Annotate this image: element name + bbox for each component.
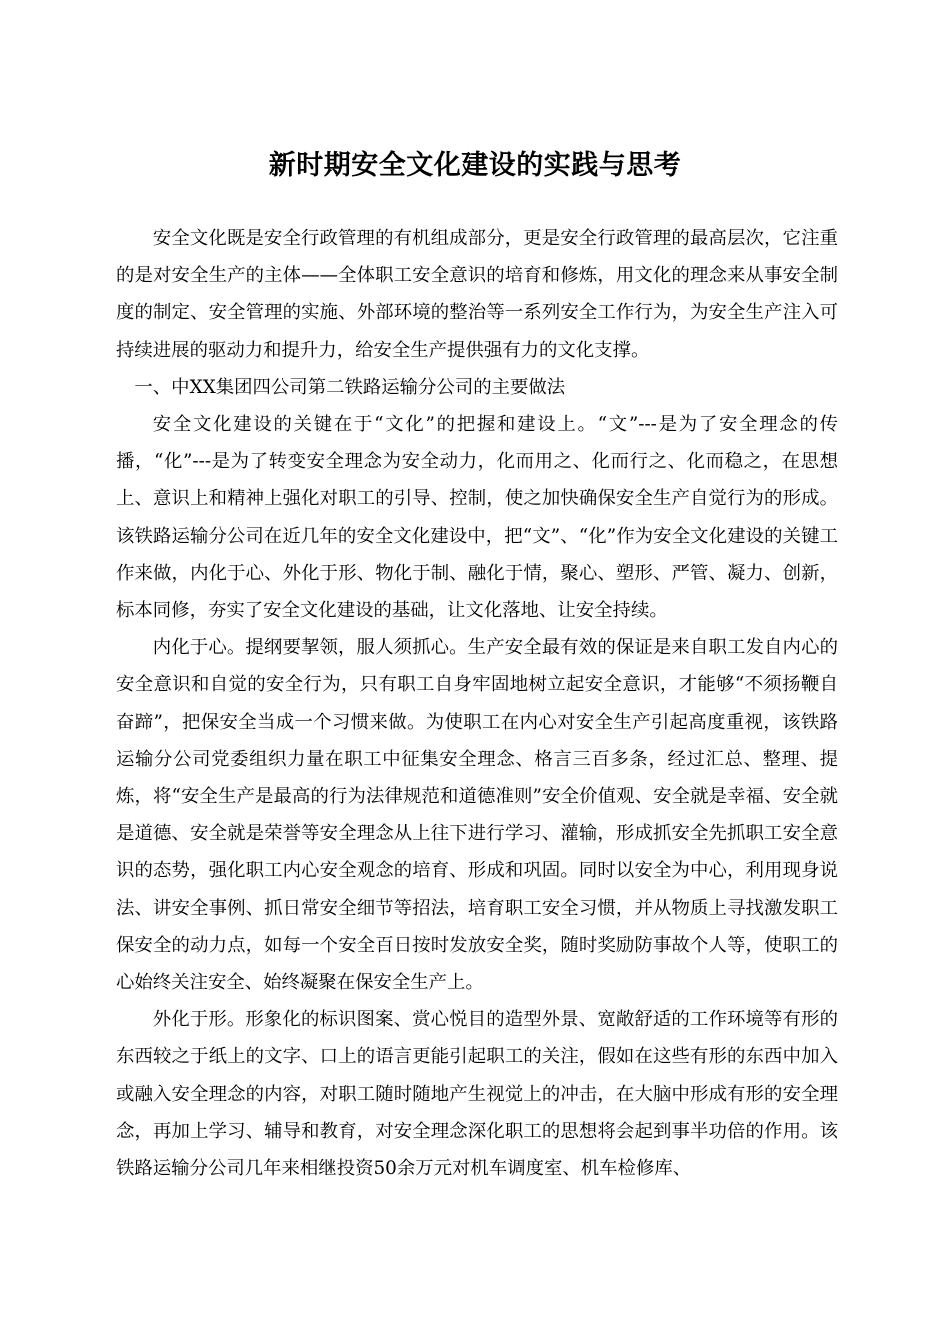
body-paragraph: 外化于形。形象化的标识图案、赏心悦目的造型外景、宽敞舒适的工作环境等有形的东西较之于纸上的文字、口上的语言更能引起职工的关注，假如在这些有形的东西中加入或融入安全理念的内容，对职工随时随地产生视觉上的冲击，在大脑中形成有形的安全理念，再加上学习、辅导和教育，对安全理念深化职工的思想将会起到事半功倍的作用。该铁路运输分公司几年来相继投资50余万元对机车调度室、机车检修库、 (116, 1009, 838, 1180)
section-heading: 一、中XX集团四公司第二铁路运输分公司的主要做法 (134, 376, 566, 398)
document-body (116, 220, 838, 1187)
intro-paragraph: 安全文化既是安全行政管理的有机组成部分，更是安全行政管理的最高层次，它注重的是对安全生产的主体——全体职工安全意识的培育和修炼，用文化的理念来从事安全制度的制定、安全管理的实施、外部环境的整治等一系列安全工作行为，为安全生产注入可持续进展的驱动力和提升力，给安全生产提供强有力的文化支撑。 (116, 228, 838, 361)
document-title: 新时期安全文化建设的实践与思考 (268, 150, 682, 182)
body-paragraph: 安全文化建设的关键在于“文化”的把握和建设上。“文”---是为了安全理念的传播，“化”---是为了转变安全理念为安全动力，化而用之、化而行之、化而稳之，在思想上、意识上和精神上强化对职工的引导、控制，使之加快确保安全生产自觉行为的形成。该铁路运输分公司在近几年的安全文化建设中，把“文”、“化”作为安全文化建设的关键工作来做，内化于心、外化于形、物化于制、融化于情，聚心、塑形、严管、凝力、创新，标本同修，夯实了安全文化建设的基础，让文化落地、让安全持续。 (116, 414, 838, 622)
body-paragraph: 内化于心。提纲要挈领，服人须抓心。生产安全最有效的保证是来自职工发自内心的安全意识和自觉的安全行为，只有职工自身牢固地树立起安全意识，才能够“不须扬鞭自奋蹄”，把保安全当成一个习惯来做。为使职工在内心对安全生产引起高度重视，该铁路运输分公司党委组织力量在职工中征集安全理念、格言三百多条，经过汇总、整理、提炼，将“安全生产是最高的行为法律规范和道德准则”安全价值观、安全就是幸福、安全就是道德、安全就是荣誉等安全理念从上往下进行学习、灌输，形成抓安全先抓职工安全意识的态势，强化职工内心安全观念的培育、形成和巩固。同时以安全为中心，利用现身说法、讲安全事例、抓日常安全细节等招法，培育职工安全习惯，并从物质上寻找激发职工保安全的动力点，如每一个安全百日按时发放安全奖，随时奖励防事故个人等，使职工的心始终关注安全、始终凝聚在保安全生产上。 (116, 637, 838, 994)
